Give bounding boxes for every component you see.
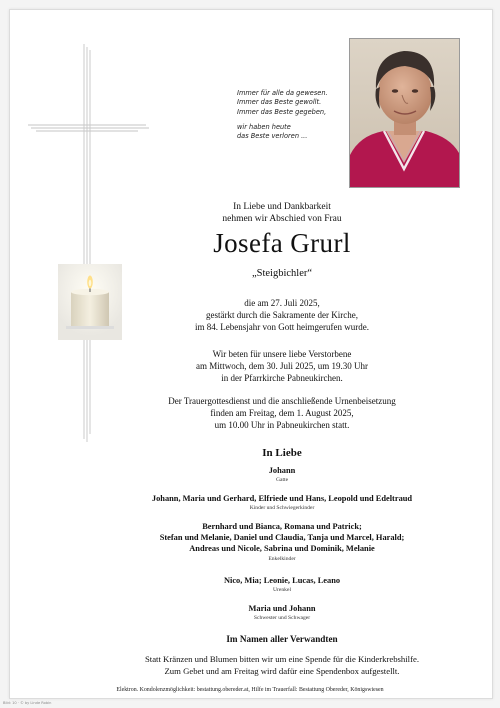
details-line: gestärkt durch die Sakramente der Kirche, [206,309,358,320]
prayer-line: am Mittwoch, dem 30. Juli 2025, um 19.30 Uhr [196,360,368,371]
details-line: die am 27. Juli 2025, [244,298,320,308]
family-names: Stefan und Melanie, Daniel und Claudia, Tanja und Marcel, Harald; [159,533,405,543]
family-group [80,575,484,595]
funeral-details [80,396,484,431]
family-relation: Enkelkinder [268,555,296,562]
poem-line: das Beste verloren ... [237,132,308,141]
poem-line: Immer das Beste gegeben, [237,107,327,116]
funeral-line: finden am Freitag, dem 1. August 2025, [210,407,354,418]
donation-note [80,654,484,677]
details-line: im 84. Lebensjahr von Gott heimgerufen wurde. [195,321,369,332]
family-relation: Schwester und Schwager [253,615,311,622]
deceased-name: Josefa Grurl [213,228,351,258]
prayer-details [80,349,484,384]
donation-line: Statt Kränzen und Blumen bitten wir um eine Spende für die Kinderkrebshilfe. [144,654,420,664]
family-relation: Urenkel [272,587,292,594]
intro-text [80,201,484,225]
family-group [80,465,484,485]
donation-line: Zum Gebet und am Freitag wird dafür eine Spendenbox aufgestellt. [164,665,400,676]
family-names: Andreas und Nicole, Sabrina und Dominik, Melanie [189,544,375,554]
family-relation: Kinder und Schwiegerkinder [249,505,315,512]
image-credit: Bild: 10 · © by Linde Robin [3,701,52,705]
intro-line: In Liebe und Dankbarkeit [233,202,331,212]
family-relation: Gatte [275,477,289,484]
death-details [80,298,484,333]
family-names: Nico, Mia; Leonie, Lucas, Leano [223,576,341,585]
prayer-line: Wir beten für unsere liebe Verstorbene [212,349,352,359]
funeral-line: Der Trauergottesdienst und die anschließende Urnenbeisetzung [168,396,396,406]
family-names: Maria und Johann [248,604,316,613]
prayer-line: in der Pfarrkirche Pabneukirchen. [221,372,343,383]
poem-line: Immer das Beste gewollt. [237,98,322,107]
footer-note: Elektron. Kondolenzmöglichkeit: bestattung.obereder.at, Hilfe im Trauerfall: Bestattung Oberеder, Königswiesen [116,687,384,693]
intro-line: nehmen wir Abschied von Frau [222,214,342,224]
family-names: Johann [268,466,296,475]
deceased-nickname: „Steigbichler“ [251,268,313,279]
family-group [80,603,484,623]
portrait-photo [349,38,460,188]
family-group [80,521,484,564]
poem-line: wir haben heute [237,122,291,131]
family-group [80,493,484,513]
all-relatives-line: Im Namen aller Verwandten [226,634,338,644]
family-names: Johann, Maria und Gerhard, Elfriede und Hans, Leopold und Edeltraud [151,494,413,503]
family-names: Bernhard und Bianca, Romana und Patrick; [202,522,362,531]
in-liebe-heading: In Liebe [262,447,302,459]
funeral-line: um 10.00 Uhr in Pabneukirchen statt. [214,419,350,430]
poem [237,89,352,141]
poem-line: Immer für alle da gewesen. [237,89,328,97]
